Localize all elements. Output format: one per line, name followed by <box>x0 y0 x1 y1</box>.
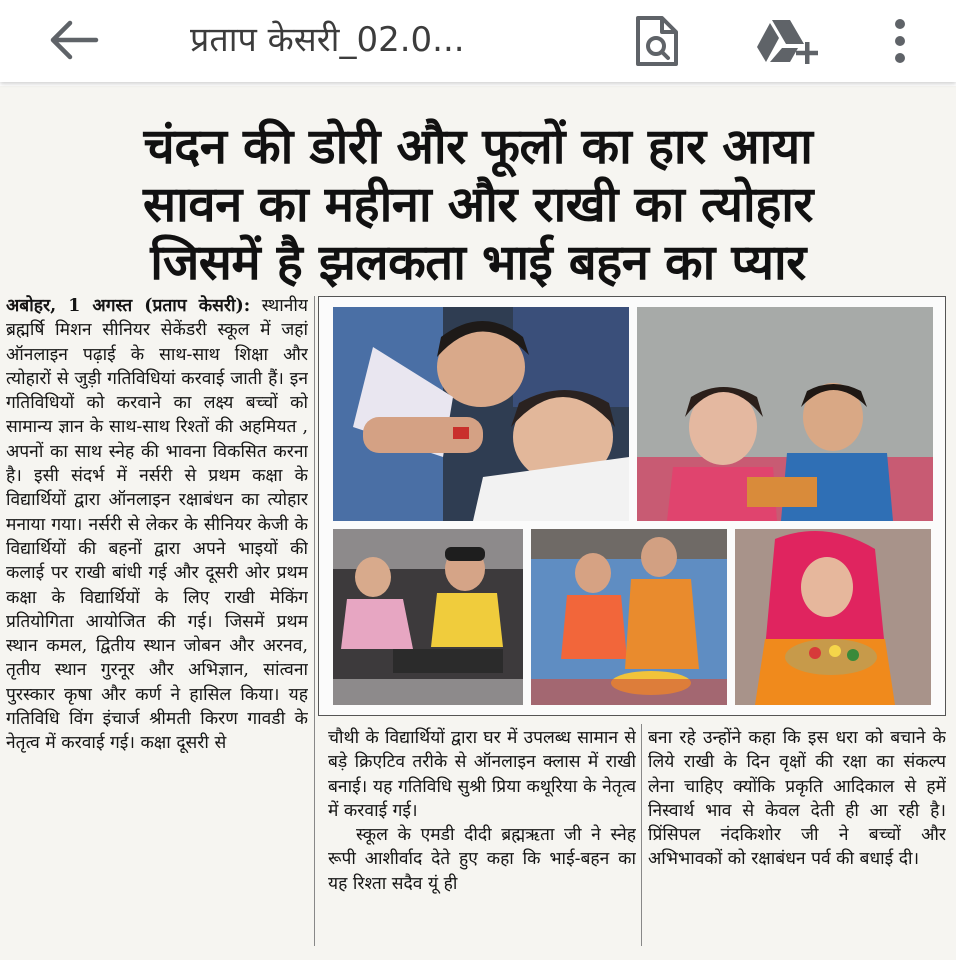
column-left-text: स्थानीय ब्रह्मर्षि मिशन सीनियर सेकेंडरी स्कूल में जहां ऑनलाइन पढ़ाई के साथ-साथ शिक्षा और त्योहारों से जुड़ी गतिविधियां करवाई जाती हैं। इन गतिविधियों को करवाने का लक्ष्य बच्चों को सामान्य ज्ञान के साथ-साथ रिश्तों की अहमियत , अपनों का साथ स्नेह की भावना विकसित करना है। इसी संदर्भ में नर्सरी से प्रथम कक्षा के विद्यार्थियों द्वारा ऑनलाइन रक्षाबंधन का त्योहार मनाया गया। नर्सरी से लेकर के सीनियर केजी के विद्यार्थियों की बहनों द्वारा अपने भाइयों की कलाई पर राखी बांधी गई और दूसरी ओर प्रथम कक्षा के विद्यार्थियों के लिए राखी मेकिंग प्रतियोगिता आयोजित की गई। जिसमें प्रथम स्थान कमल, द्वितीय स्थान जोबन और अरनव, तृतीय स्थान गुरनूर और अभिज्ञान, सांत्वना पुरस्कार कृषा और कर्ण ने हासिल किया। यह गतिविधि विंग इंचार्ज श्रीमती किरण गावडी के नेतृत्व में करवाई गई। कक्षा दूसरी से <box>6 296 308 754</box>
photo-girl-rakhi-thali <box>735 529 931 705</box>
back-arrow-icon[interactable] <box>44 16 102 64</box>
article-column-right <box>648 726 946 952</box>
photo-collage <box>318 296 946 716</box>
dateline: अबोहर, 1 अगस्त (प्रताप केसरी): <box>6 296 251 316</box>
photo-siblings-rakhi-3 <box>333 529 523 705</box>
article-column-middle <box>328 726 636 952</box>
photo-siblings-rakhi-4 <box>531 529 727 705</box>
photo-siblings-rakhi-1 <box>333 307 629 521</box>
column-divider <box>314 296 315 946</box>
headline-line-1: चंदन की डोरी और फूलों का हार आया <box>143 118 813 175</box>
column-right-paragraph: बना रहे उन्होंने कहा कि इस धरा को बचाने के लिये राखी के दिन वृक्षों की रक्षा का संकल्प लेना चाहिए क्योंकि प्रकृति आदिकाल से हमें निस्वार्थ भाव से केवल देती ही आ रही है। प्रिंसिपल नंदकिशोर जी ने बच्चों और अभिभावकों को रक्षाबंधन पर्व की बधाई दी। <box>648 728 946 870</box>
more-vert-icon[interactable] <box>886 14 914 68</box>
document-title: प्रताप केसरी_02.0... <box>190 20 465 60</box>
headline <box>0 118 956 292</box>
headline-line-2: सावन का महीना और राखी का त्योहार <box>143 176 813 233</box>
photo-siblings-rakhi-2 <box>637 307 933 521</box>
search-document-icon[interactable] <box>630 14 682 68</box>
app-bar <box>0 0 956 82</box>
article-column-left <box>6 294 308 950</box>
column-middle-paragraph-2: स्कूल के एमडी दीदी ब्रह्मऋता जी ने स्नेह रूपी आशीर्वाद देते हुए कहा कि भाई-बहन का यह रिश्ता सदैव यूं ही <box>328 825 636 894</box>
drive-add-icon[interactable] <box>754 16 820 68</box>
headline-line-3: जिसमें है झलकता भाई बहन का प्यार <box>150 234 806 291</box>
column-middle-paragraph-1: चौथी के विद्यार्थियों द्वारा घर में उपलब्ध सामान से बड़े क्रिएटिव तरीके से ऑनलाइन क्लास में राखी बनाई। यह गतिविधि सुश्री प्रिया कथूरिया के नेतृत्व में करवाई गई। <box>328 728 636 821</box>
column-divider <box>641 724 642 946</box>
